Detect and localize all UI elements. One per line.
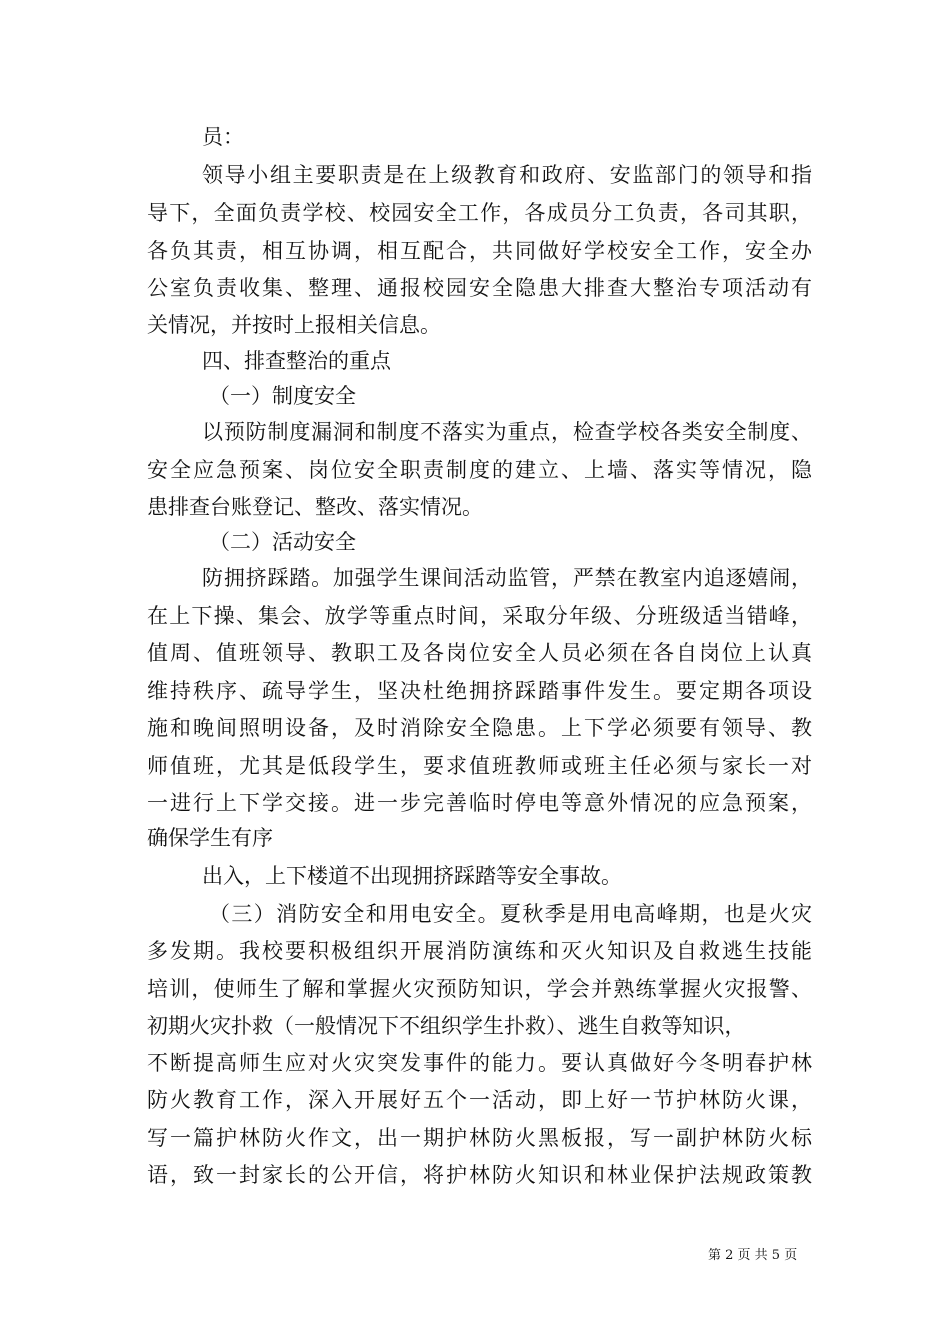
text-line: 员： [202,125,244,149]
subsection-heading: （一）制度安全 [209,384,356,408]
text-line: 师值班，尤其是低段学生，要求值班教师或班主任必须与家长一对 [147,754,812,778]
text-line: （三）消防安全和用电安全。夏秋季是用电高峰期，也是火灾 [209,902,812,926]
text-line: 在上下操、集会、放学等重点时间，采取分年级、分班级适当错峰， [147,604,812,628]
section-heading: 四、排查整治的重点 [202,349,391,373]
text-line: 施和晚间照明设备，及时消除安全隐患。上下学必须要有领导、教 [147,716,812,740]
text-line: 防火教育工作，深入开展好五个一活动，即上好一节护林防火课， [147,1088,812,1112]
text-line: 值周、值班领导、教职工及各岗位安全人员必须在各自岗位上认真 [147,641,812,665]
text-line: 以预防制度漏洞和制度不落实为重点，检查学校各类安全制度、 [202,420,812,444]
text-line: 一进行上下学交接。进一步完善临时停电等意外情况的应急预案， [147,791,812,815]
text-line: 语，致一封家长的公开信，将护林防火知识和林业保护法规政策教 [147,1163,812,1187]
text-line: 出入，上下楼道不出现拥挤踩踏等安全事故。 [202,864,622,888]
text-line: 确保学生有序 [147,826,273,850]
text-line: 各负其责，相互协调，相互配合，共同做好学校安全工作，安全办 [147,239,812,263]
text-line: 维持秩序、疏导学生，坚决杜绝拥挤踩踏事件发生。要定期各项设 [147,679,812,703]
text-line: 不断提高师生应对火灾突发事件的能力。要认真做好今冬明春护林 [147,1051,812,1075]
page-number: 第 2 页 共 5 页 [708,1248,798,1263]
text-line: 安全应急预案、岗位安全职责制度的建立、上墙、落实等情况，隐 [147,458,812,482]
text-line: 写一篇护林防火作文，出一期护林防火黑板报，写一副护林防火标 [147,1126,812,1150]
text-line: 防拥挤踩踏。加强学生课间活动监管，严禁在教室内追逐嬉闹， [202,566,812,590]
text-line: 公室负责收集、整理、通报校园安全隐患大排查大整治专项活动有 [147,276,812,300]
text-line: 多发期。我校要积极组织开展消防演练和灭火知识及自救逃生技能 [147,939,812,963]
text-line: 关情况，并按时上报相关信息。 [147,313,441,337]
text-line: 患排查台账登记、整改、落实情况。 [147,495,483,519]
text-line: 培训，使师生了解和掌握火灾预防知识，学会并熟练掌握火灾报警、 [147,977,812,1001]
text-line: 领导小组主要职责是在上级教育和政府、安监部门的领导和指 [202,163,812,187]
text-line: 初期火灾扑救（一般情况下不组织学生扑救）、逃生自救等知识， [147,1014,746,1038]
subsection-heading: （二）活动安全 [209,530,356,554]
text-line: 导下，全面负责学校、校园安全工作，各成员分工负责，各司其职， [147,201,812,225]
